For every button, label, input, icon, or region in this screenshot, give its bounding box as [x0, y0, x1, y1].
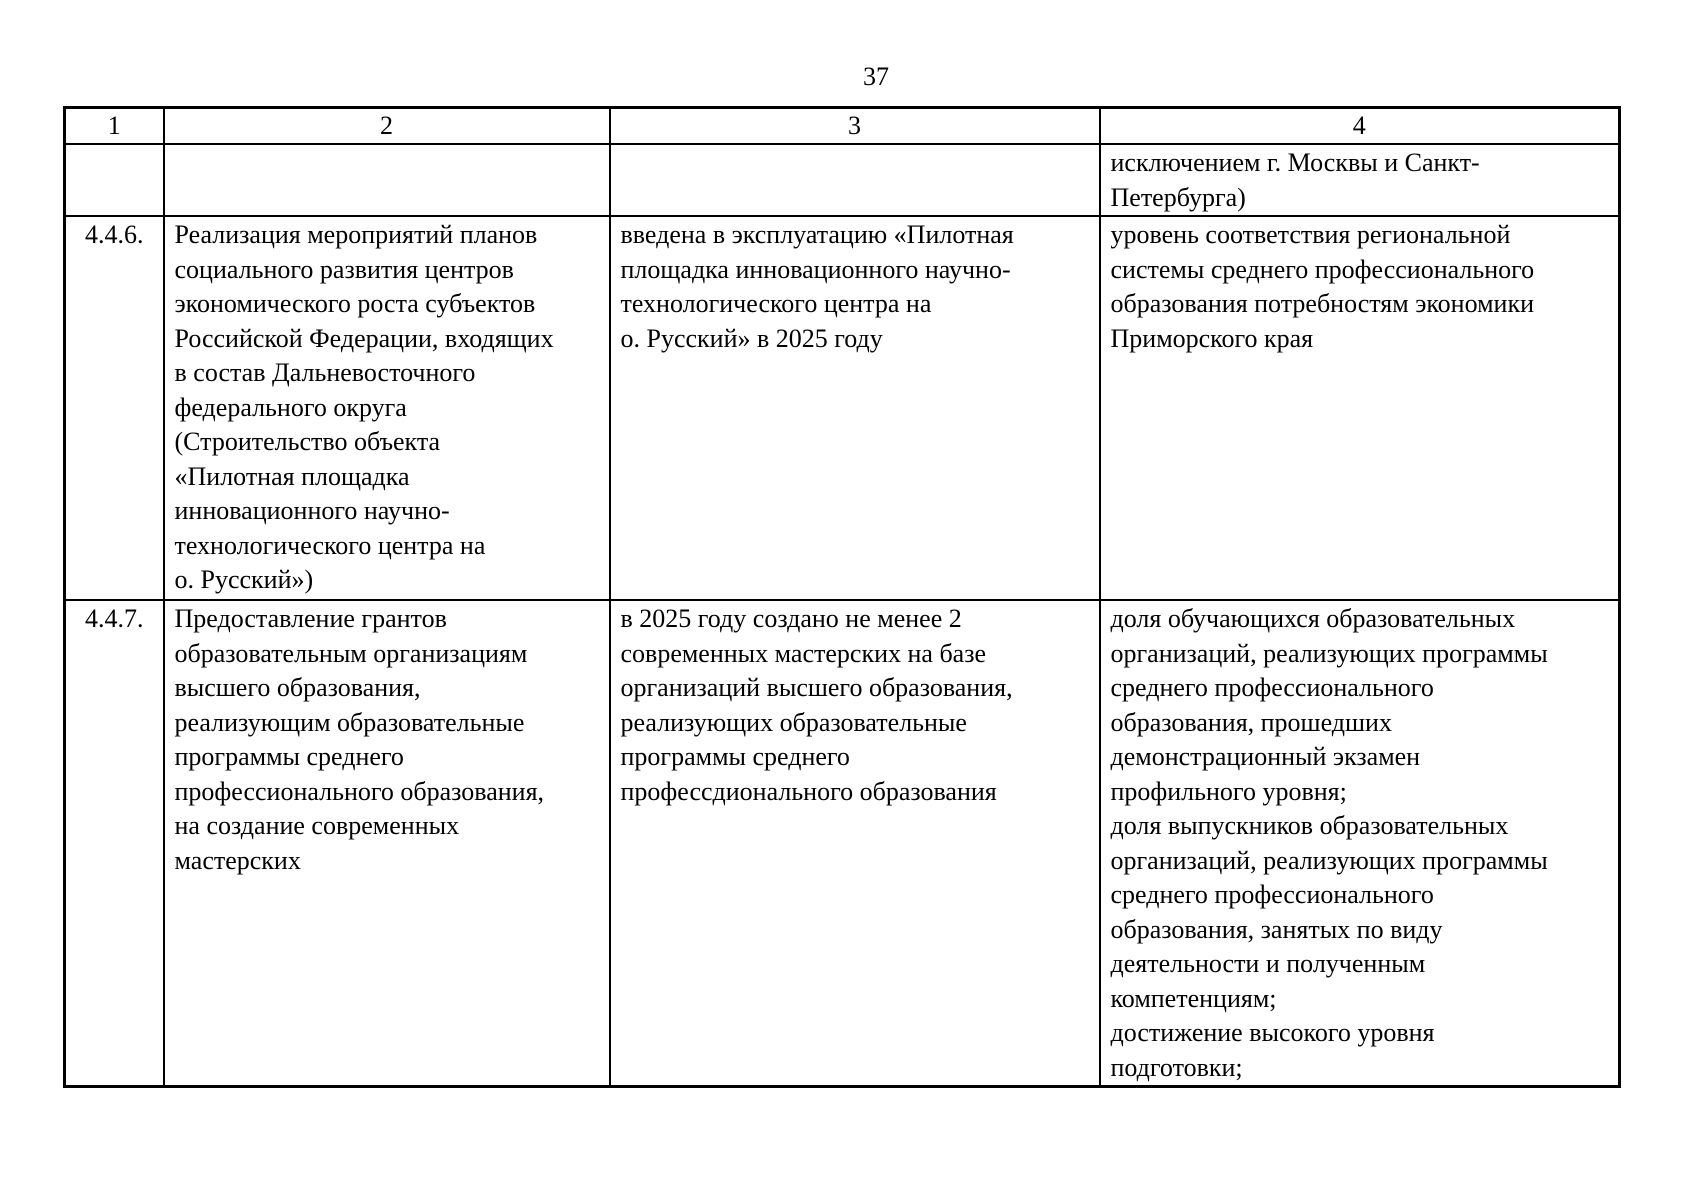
column-header-4: 4	[1100, 108, 1620, 145]
result-cell: введена в эксплуатацию «Пилотная площадка инновационного научно- технологического центра на о. Русский» в 2025 году	[610, 216, 1100, 600]
table-row	[65, 216, 1620, 600]
document-table	[63, 106, 1621, 1088]
row-number-cell: 4.4.6.	[65, 216, 164, 600]
indicator-cell: исключением г. Москвы и Санкт- Петербурга)	[1100, 144, 1620, 216]
indicator-cell: уровень соответствия региональной системы среднего профессионального образования потребностям экономики Приморского края	[1100, 216, 1620, 600]
event-cell: Предоставление грантов образовательным организациям высшего образования, реализующим образовательные программы среднего профессионального образования, на создание современных мастерских	[164, 600, 610, 1087]
table-row	[65, 144, 1620, 216]
result-cell	[610, 144, 1100, 216]
indicator-cell: доля обучающихся образовательных организаций, реализующих программы среднего профессионального образования, прошедших демонстрационный экзамен профильного уровня; доля выпускников образовательных организаций, реализующих программы среднего профессионального образования, занятых по виду деятельности и полученным компетенциям; достижение высокого уровня подготовки;	[1100, 600, 1620, 1087]
table-row	[65, 600, 1620, 1087]
page-number: 37	[863, 62, 889, 91]
column-header-1: 1	[65, 108, 164, 145]
row-number-cell: 4.4.7.	[65, 600, 164, 1087]
row-number-cell	[65, 144, 164, 216]
result-cell: в 2025 году создано не менее 2 современных мастерских на базе организаций высшего образования, реализующих образовательные программы среднего професcдионального образования	[610, 600, 1100, 1087]
column-header-3: 3	[610, 108, 1100, 145]
table-header-row	[65, 108, 1620, 145]
column-header-2: 2	[164, 108, 610, 145]
event-cell: Реализация мероприятий планов социального развития центров экономического роста субъектов Российской Федерации, входящих в состав Дальневосточного федерального округа (Строительство объекта «Пилотная площадка инновационного научно- технологического центра на о. Русский»)	[164, 216, 610, 600]
event-cell	[164, 144, 610, 216]
